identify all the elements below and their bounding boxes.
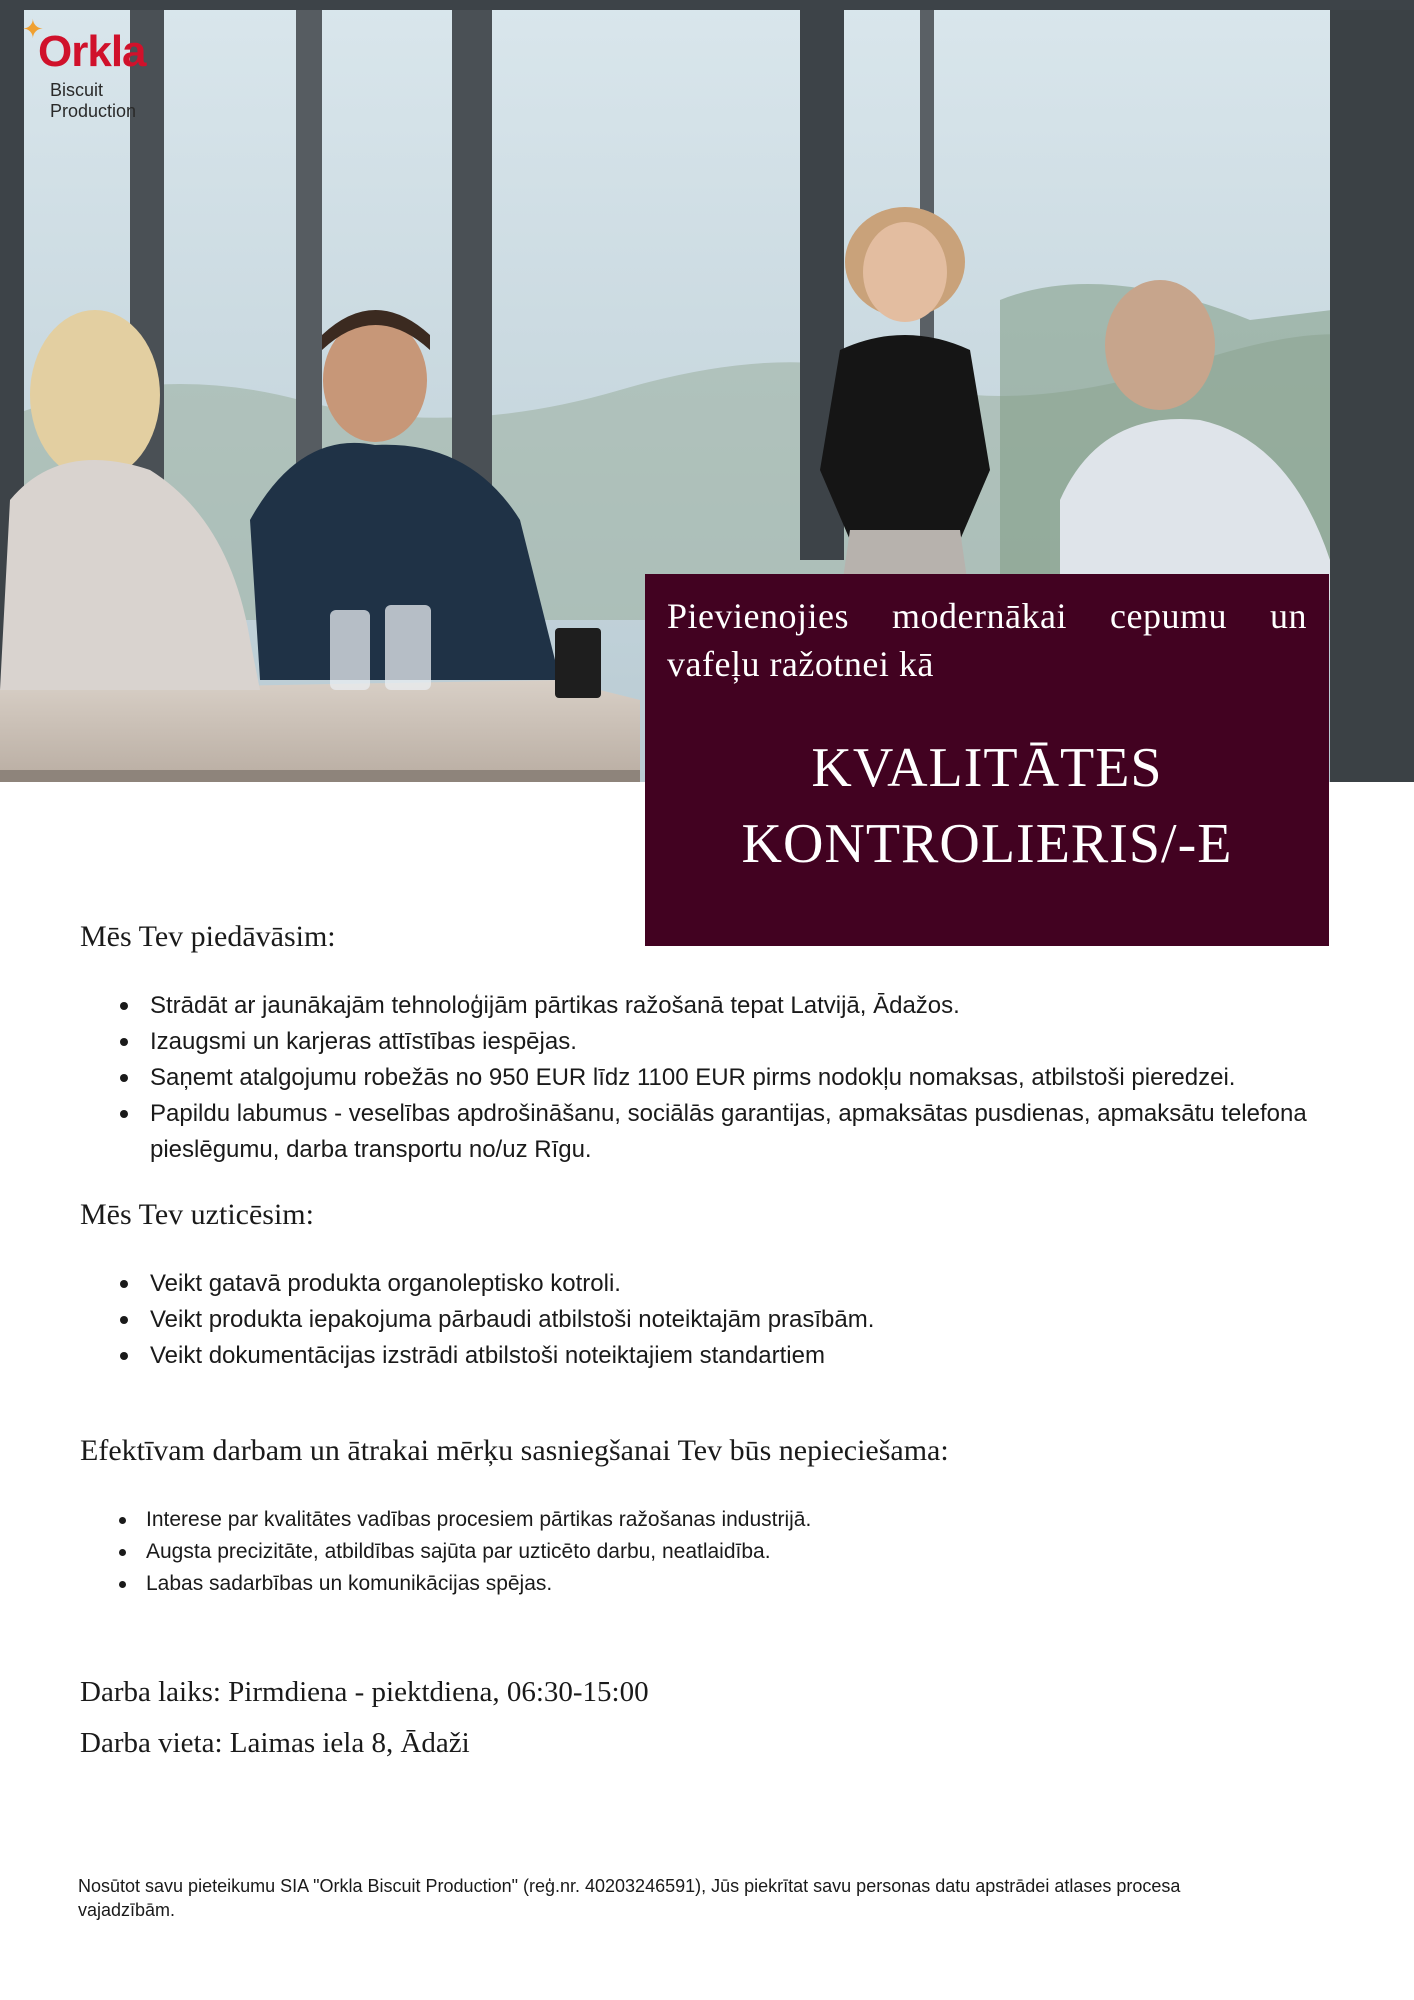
logo-wordmark: Orkla [38, 27, 146, 76]
job-intro: Pievienojies modernākai cepumu un vafeļu ražotnei kā [667, 596, 1307, 684]
logo-subtitle-line2: Production [50, 101, 137, 121]
list-item: Augsta precizitāte, atbildības sajūta par uzticēto darbu, neatlaidība. [146, 1536, 1330, 1568]
logo-subtitle-line1: Biscuit [50, 80, 104, 100]
work-location: Darba vieta: Laimas iela 8, Ādaži [80, 1727, 470, 1759]
requirements-list [80, 1504, 1330, 1600]
job-description [80, 920, 1330, 1760]
list-item: Saņemt atalgojumu robežās no 950 EUR līdz 1100 EUR pirms nodokļu nomaksas, atbilstoši pieredzei. [150, 1060, 1330, 1096]
job-position-title [667, 730, 1307, 882]
list-item: Interese par kvalitātes vadības procesiem pārtikas ražošanas industrijā. [146, 1504, 1330, 1536]
privacy-note: Nosūtot savu pieteikumu SIA "Orkla Biscuit Production" (reģ.nr. 40203246591), Jūs piekrītat savu personas datu apstrādei atlases procesa vajadzībām. [78, 1876, 1181, 1920]
list-item: Veikt gatavā produkta organoleptisko kotroli. [150, 1266, 1330, 1302]
requirements-heading: Efektīvam darbam un ātrakai mērķu sasniegšanai Tev būs nepieciešama: [80, 1434, 949, 1467]
job-position-line1: KVALITĀTES [811, 737, 1163, 799]
job-title-box [645, 574, 1329, 946]
list-item: Papildu labumus - veselības apdrošināšanu, sociālās garantijas, apmaksātas pusdienas, apmaksātu telefona pieslēgumu, darba transportu no/uz Rīgu. [150, 1096, 1330, 1168]
list-item: Veikt dokumentācijas izstrādi atbilstoši noteiktajiem standartiem [150, 1338, 1330, 1374]
star-icon: ✦ [22, 14, 44, 44]
orkla-logo [20, 16, 190, 126]
trust-list [80, 1266, 1330, 1374]
list-item: Veikt produkta iepakojuma pārbaudi atbilstoši noteiktajām prasībām. [150, 1302, 1330, 1338]
logo-subtitle [50, 80, 136, 122]
trust-heading: Mēs Tev uzticēsim: [80, 1198, 314, 1231]
list-item: Labas sadarbības un komunikācijas spējas. [146, 1568, 1330, 1600]
job-position-line2: KONTROLIERIS/-E [741, 813, 1233, 875]
offer-list [80, 988, 1330, 1168]
list-item: Strādāt ar jaunākajām tehnoloģijām pārtikas ražošanā tepat Latvijā, Ādažos. [150, 988, 1330, 1024]
work-hours: Darba laiks: Pirmdiena - piektdiena, 06:30-15:00 [80, 1676, 649, 1708]
offer-heading: Mēs Tev piedāvāsim: [80, 920, 336, 953]
list-item: Izaugsmi un karjeras attīstības iespējas. [150, 1024, 1330, 1060]
